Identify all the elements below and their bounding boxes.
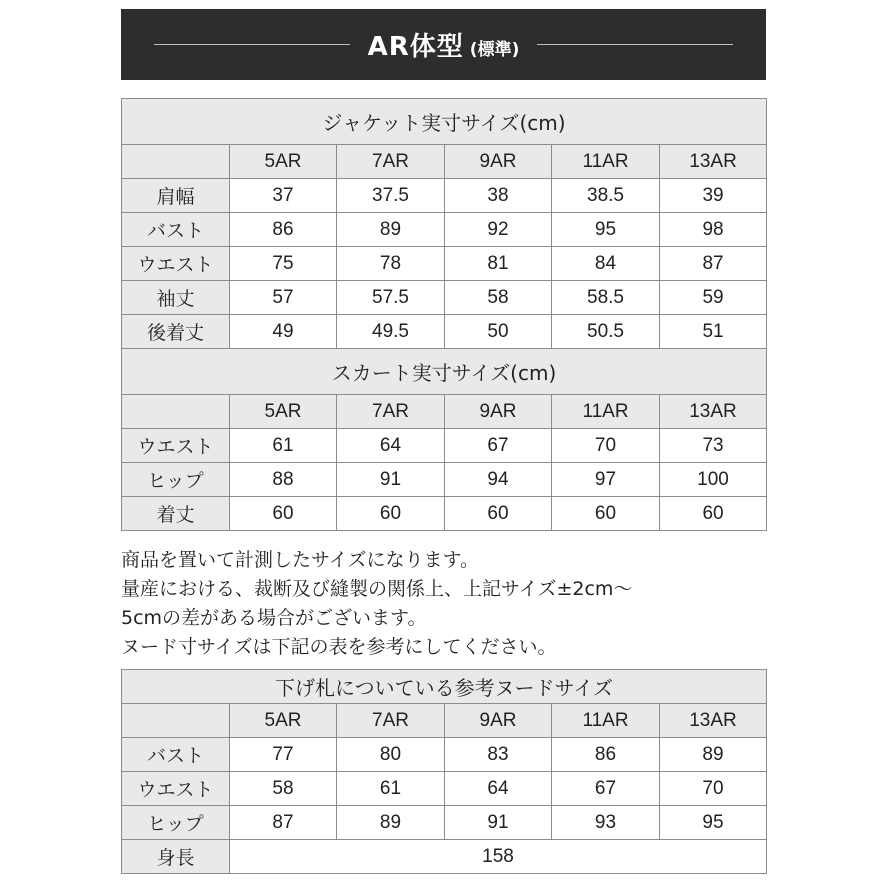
- table-row: [122, 497, 767, 531]
- size-notes: [121, 546, 781, 662]
- table-cell: 91: [337, 463, 445, 497]
- table-cell: 75: [230, 247, 337, 281]
- table-row: [122, 840, 767, 874]
- size-header: 5AR: [230, 395, 337, 429]
- corner-cell: [122, 145, 230, 179]
- table-cell: 61: [230, 429, 337, 463]
- table-cell: 58.5: [552, 281, 660, 315]
- table-row: [122, 281, 767, 315]
- table-cell: 60: [337, 497, 445, 531]
- banner-rule-right: [537, 44, 733, 45]
- size-header: 9AR: [445, 145, 552, 179]
- table-row: [122, 738, 767, 772]
- skirt-size-table: [121, 348, 767, 531]
- table-cell: 95: [660, 806, 767, 840]
- size-header: 7AR: [337, 145, 445, 179]
- banner-title: [368, 26, 520, 63]
- table-heading-row: [122, 99, 767, 145]
- row-label: ウエスト: [122, 772, 230, 806]
- table-cell: 100: [660, 463, 767, 497]
- corner-cell: [122, 395, 230, 429]
- table-cell: 91: [445, 806, 552, 840]
- skirt-heading: スカート実寸サイズ(cm): [122, 349, 767, 395]
- table-cell: 61: [337, 772, 445, 806]
- note-line: ヌード寸サイズは下記の表を参考にしてください。: [121, 636, 557, 658]
- note-line: 5cmの差がある場合がございます。: [121, 607, 427, 629]
- size-header: 9AR: [445, 704, 552, 738]
- table-row: [122, 213, 767, 247]
- table-cell: 67: [445, 429, 552, 463]
- table-cell: 57.5: [337, 281, 445, 315]
- table-cell: 39: [660, 179, 767, 213]
- size-header: 11AR: [552, 704, 660, 738]
- table-cell: 94: [445, 463, 552, 497]
- nude-size-table: [121, 669, 767, 874]
- row-label: ウエスト: [122, 247, 230, 281]
- table-cell: 37.5: [337, 179, 445, 213]
- title-banner: [121, 9, 766, 80]
- table-row: [122, 772, 767, 806]
- row-label: 肩幅: [122, 179, 230, 213]
- row-label: バスト: [122, 213, 230, 247]
- table-cell: 49.5: [337, 315, 445, 349]
- note-line: 商品を置いて計測したサイズになります。: [121, 549, 479, 571]
- size-header-row: [122, 704, 767, 738]
- size-header-row: [122, 145, 767, 179]
- table-cell: 70: [660, 772, 767, 806]
- height-label: 身長: [122, 840, 230, 874]
- row-label: 後着丈: [122, 315, 230, 349]
- table-cell: 86: [230, 213, 337, 247]
- table-cell: 60: [552, 497, 660, 531]
- table-cell: 38: [445, 179, 552, 213]
- table-cell: 81: [445, 247, 552, 281]
- table-cell: 64: [445, 772, 552, 806]
- table-cell: 88: [230, 463, 337, 497]
- size-header: 13AR: [660, 704, 767, 738]
- size-header: 7AR: [337, 395, 445, 429]
- table-row: [122, 179, 767, 213]
- size-header: 7AR: [337, 704, 445, 738]
- jacket-heading: ジャケット実寸サイズ(cm): [122, 99, 767, 145]
- table-cell: 70: [552, 429, 660, 463]
- table-cell: 89: [337, 806, 445, 840]
- size-header: 11AR: [552, 395, 660, 429]
- table-cell: 95: [552, 213, 660, 247]
- table-cell: 86: [552, 738, 660, 772]
- nude-heading: 下げ札についている参考ヌードサイズ: [122, 670, 767, 704]
- jacket-size-table: [121, 98, 767, 349]
- row-label: 袖丈: [122, 281, 230, 315]
- banner-rule-left: [154, 44, 350, 45]
- table-cell: 50: [445, 315, 552, 349]
- size-header: 5AR: [230, 704, 337, 738]
- table-cell: 60: [445, 497, 552, 531]
- table-heading-row: [122, 349, 767, 395]
- table-cell: 58: [230, 772, 337, 806]
- size-header-row: [122, 395, 767, 429]
- banner-title-main: AR体型: [367, 32, 464, 62]
- table-row: [122, 806, 767, 840]
- table-cell: 60: [230, 497, 337, 531]
- table-row: [122, 315, 767, 349]
- table-cell: 60: [660, 497, 767, 531]
- table-cell: 87: [230, 806, 337, 840]
- size-header: 13AR: [660, 395, 767, 429]
- table-cell: 89: [337, 213, 445, 247]
- table-cell: 50.5: [552, 315, 660, 349]
- table-cell: 78: [337, 247, 445, 281]
- table-cell: 67: [552, 772, 660, 806]
- note-line: 量産における、裁断及び縫製の関係上、上記サイズ±2cm～: [121, 578, 633, 600]
- table-cell: 89: [660, 738, 767, 772]
- table-row: [122, 463, 767, 497]
- size-header: 13AR: [660, 145, 767, 179]
- size-header: 11AR: [552, 145, 660, 179]
- table-cell: 73: [660, 429, 767, 463]
- table-cell: 93: [552, 806, 660, 840]
- size-header: 5AR: [230, 145, 337, 179]
- table-cell: 64: [337, 429, 445, 463]
- table-row: [122, 247, 767, 281]
- banner-title-sub: (標準): [469, 40, 520, 60]
- table-cell: 58: [445, 281, 552, 315]
- table-row: [122, 429, 767, 463]
- table-cell: 98: [660, 213, 767, 247]
- row-label: ウエスト: [122, 429, 230, 463]
- row-label: 着丈: [122, 497, 230, 531]
- table-cell: 97: [552, 463, 660, 497]
- table-cell: 37: [230, 179, 337, 213]
- table-cell: 59: [660, 281, 767, 315]
- table-heading-row: [122, 670, 767, 704]
- table-cell: 83: [445, 738, 552, 772]
- table-cell: 51: [660, 315, 767, 349]
- table-cell: 77: [230, 738, 337, 772]
- table-cell: 92: [445, 213, 552, 247]
- row-label: ヒップ: [122, 806, 230, 840]
- height-value: 158: [230, 840, 767, 874]
- table-cell: 84: [552, 247, 660, 281]
- table-cell: 57: [230, 281, 337, 315]
- row-label: ヒップ: [122, 463, 230, 497]
- corner-cell: [122, 704, 230, 738]
- table-cell: 87: [660, 247, 767, 281]
- table-cell: 49: [230, 315, 337, 349]
- row-label: バスト: [122, 738, 230, 772]
- table-cell: 80: [337, 738, 445, 772]
- table-cell: 38.5: [552, 179, 660, 213]
- size-header: 9AR: [445, 395, 552, 429]
